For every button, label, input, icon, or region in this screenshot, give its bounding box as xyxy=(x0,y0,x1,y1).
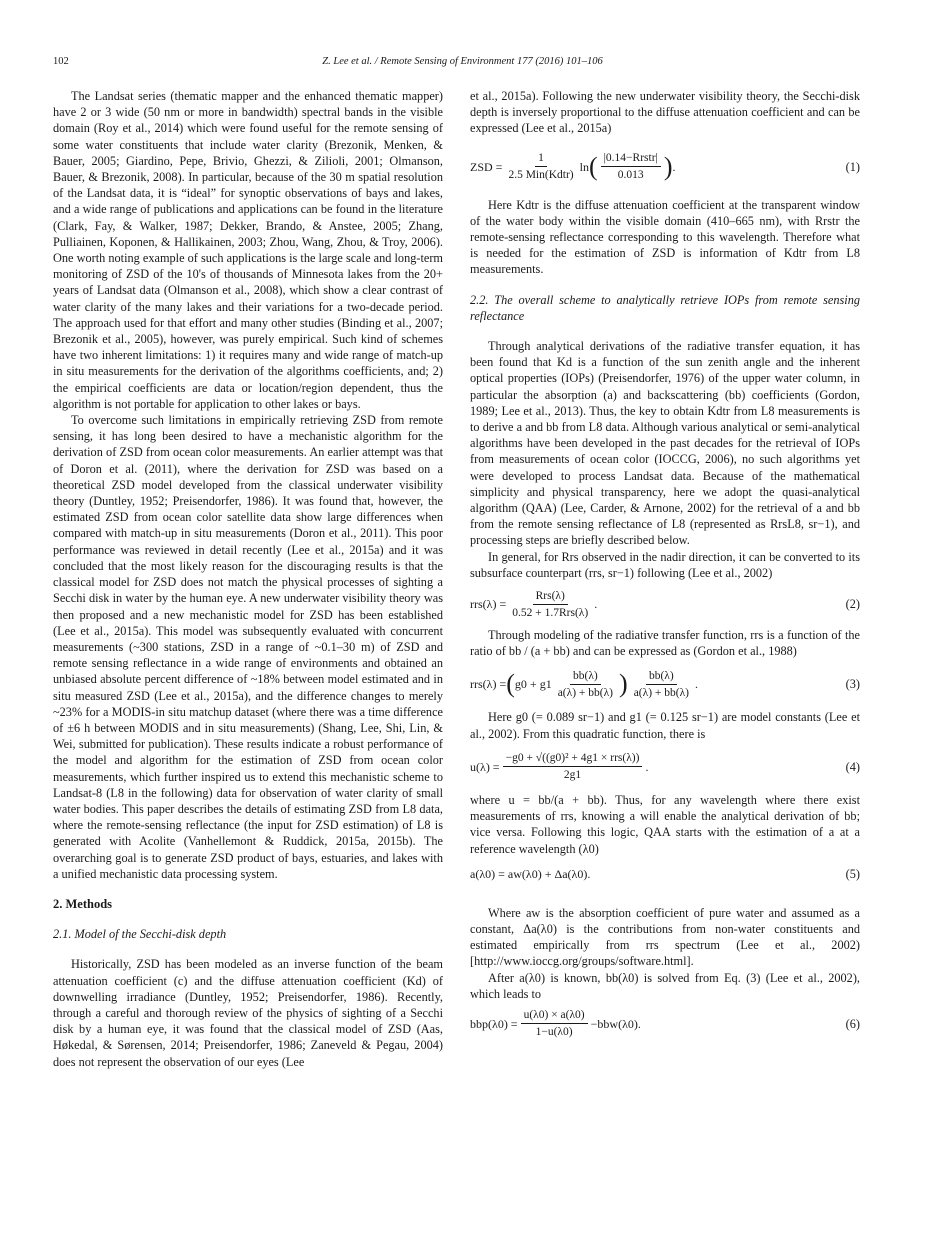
eq1-numerator: 1 xyxy=(535,151,547,167)
eq4-lhs: u(λ) = xyxy=(470,759,500,774)
eq3-lhs: rrs(λ) = xyxy=(470,677,507,692)
eq1-ln: ln xyxy=(579,159,589,174)
section-heading-methods: 2. Methods xyxy=(53,896,113,911)
right-paragraph-8: Where aw is the absorption coefficient of pure water and assumed as a constant, Δa(λ0) is the contributions from non-water constituents and estimated empirically from rrs spectrum (Lee et al., 2002) [http://www.ioccg.org/groups/software.html]. xyxy=(470,905,860,969)
equation-3: rrs(λ) = ( g0 + g1 $\frac{bb(\lambda)}{a(\lambda) + bb(\lambda)}$ ) $\frac{bb(\lambda)}{a(\lambda) + bb(\lambda)}$ . (3) xyxy=(470,669,860,699)
eq3-number: (3) xyxy=(845,677,860,692)
left-column xyxy=(53,88,443,1070)
eq6-numerator: u(λ0) × a(λ0) xyxy=(521,1008,588,1024)
eq3-numerator: bb(λ) xyxy=(570,669,601,685)
eq6-denominator: 1−u(λ0) xyxy=(535,1026,573,1039)
eq1-lhs: ZSD = xyxy=(470,159,503,174)
eq2-numerator: Rrs(λ) xyxy=(533,589,568,605)
eq2-denominator: 0.52 + 1.7Rrs(λ) xyxy=(512,606,589,619)
left-paragraph-2: To overcome such limitations in empirically retrieving ZSD from remote sensing, it has long been desired to have a mechanistic algorithm for the derivation of ZSD from ocean color measurements. An earlier attempt was that of Doron et al. (2011), where the derivation for ZSD was based on a theoretical ZSD model developed from the classical underwater visibility theory (Duntley, 1952; Preisendorfer, 1986). It was found that, however, the estimated ZSD from ocean color satellite data show large differences when compared with match-up in situ measurements (Doron et al., 2011). This poor performance was reviewed in detail recently (Lee et al., 2015a) and it was concluded that the most likely reason for the discouraging results is that the classical model for ZSD does not match the physical processes of sighting a Secchi disk in water by the human eye. A new underwater visibility theory was then proposed and a new mechanistic model for ZSD has been established (Lee et al., 2015a). This model was subsequently evaluated with concurrent measurements (~300 stations, ZSD in a range of ~0.1–30 m) of ZSD and remote sensing reflectance in a wide range of environments and obtained an unbiased absolute percent difference of ~18% between model estimated and in situ measured ZSD (Lee et al., 2015a), and the difference changes to merely ~23% for a MODIS-in situ matchup dataset (where there was a time difference of ±6 h between MODIS and in situ measurements) (Shang, Lee, Shi, Lin, & Wei, submitted for publication). These results indicate a robust performance of the model and algorithm for the estimation of ZSD from ocean color measurements, which further inspired us to extend this mechanistic scheme to Landsat-8 (L8 in the following) data for observation of water clarity of small water bodies. This paper describes the details of estimating ZSD from L8 data, where the remote-sensing reflectance (the input for ZSD estimation) of L8 is generated with Acolite (Vanhellemont & Ruddick, 2015a, 2015b). The overarching goal is to generate ZSD product of bays, estuaries, and lakes with a unified mechanistic data processing system. xyxy=(53,413,443,881)
subsection-heading-2-2: 2.2. The overall scheme to analytically retrieve IOPs from remote sensing reflectance xyxy=(470,292,860,323)
eq6-number: (6) xyxy=(845,1016,860,1031)
eq1-denominator: 2.5 Min(Kdtr) xyxy=(508,169,574,182)
eq4-numerator: −g0 + √((g0)² + 4g1 × rrs(λ)) xyxy=(503,751,643,767)
right-paragraph-1: et al., 2015a). Following the new underwater visibility theory, the Secchi-disk depth is inversely proportional to the diffuse attenuation coefficient and can be expressed (Lee et al., 2015a) xyxy=(470,89,860,136)
equation-1: ZSD = $\frac{1}{\text{2.5 Min(Kdtr)}}$ ln ( $\frac{\text{|0.14−Rrstr|}}{0.013}$ ) . (1) xyxy=(470,151,860,182)
subsection-heading-2-1: 2.1. Model of the Secchi-disk depth xyxy=(53,927,227,942)
page-number: 102 xyxy=(53,56,69,67)
eq5-text: a(λ0) = aw(λ0) + Δa(λ0). xyxy=(470,866,591,881)
equation-2: rrs(λ) = $\frac{\text{Rrs(λ)}}{\text{0.52 + 1.7Rrs(λ)}}$ . (2) xyxy=(470,589,860,619)
left-paragraph-1: The Landsat series (thematic mapper and the enhanced thematic mapper) have 2 or 3 wide (50 nm or more in bandwidth) spectral bands in the visible domain (Roy et al., 2014) which were found useful for the remote sensing of some water constituents that include water clarity (Brezonik, Menken, & Bauer, 2005; Giardino, Pepe, Brivio, Ghezzi, & Zilioli, 2001; Olmanson, Bauer, & Brezonik, 2008). In particular, because of the 30 m spatial resolution of the Landsat data, it is “ideal” for synoptic observations of bays and lakes, and a wide range of publications and applications can be found in the literature (Clark, Fay, & Walker, 1987; Dekker, Brando, & Anstee, 2005; Zhang, Pulliainen, Koponen, & Hallikainen, 2003; Zhou, Wang, Zhou, & Troy, 2006). One worth noting example of such applications is the large scale and long-term monitoring of ZSD of the 10's of thousands of Minnesota lakes from the 20+ years of Landsat data (Olmanson et al., 2008), which show a clear contrast of water clarity of the many lakes and their variations for a two-decade period. The approach used for that effort and many other studies (Binding et al., 2007; Brezonik et al., 2005), however, was purely empirical. Such kind of schemes have two inherent limitations: 1) it requires many and wide range of match-up in situ measurements for the derivation of the algorithms coefficients, and; 2) the empirical coefficients are data or location/region dependent, thus the algorithm is not portable for application to other lakes or bays. xyxy=(53,89,443,411)
eq4-number: (4) xyxy=(845,759,860,774)
eq1-inner-numerator: |0.14−Rrstr| xyxy=(601,151,661,167)
eq1-number: (1) xyxy=(845,159,860,174)
right-paragraph-2: Here Kdtr is the diffuse attenuation coefficient at the transparent window of the water body within the visible domain (410–665 nm), with Rrstr the remote-sensing reflectance corresponding to this wavelength. Therefore what is needed for the estimation of ZSD is information of Kdtr from L8 measurements. xyxy=(470,197,860,277)
eq6-tail: −bbw(λ0). xyxy=(590,1016,641,1031)
eq3-constants: g0 + g1 xyxy=(514,677,552,692)
eq3-denominator: a(λ) + bb(λ) xyxy=(557,686,614,699)
right-paragraph-5: Through modeling of the radiative transfer function, rrs is a function of the ratio of bb / (a + bb) and can be expressed as (Gordon et al., 1988) xyxy=(470,628,860,659)
right-paragraph-6: Here g0 (= 0.089 sr−1) and g1 (= 0.125 sr−1) are model constants (Lee et al., 2002). From this quadratic function, there is xyxy=(470,710,860,741)
eq6-lhs: bbp(λ0) = xyxy=(470,1016,518,1031)
equation-4: u(λ) = $\frac{\text{−g0 + √((g0)² + 4g1 × rrs(λ))}}{2g1}$ . (4) xyxy=(470,752,860,782)
eq1-inner-denominator: 0.013 xyxy=(617,169,644,182)
right-paragraph-7: where u = bb/(a + bb). Thus, for any wavelength where there exist measurements of rrs, knowing a will enable the analytical derivation of bb; vice versa. Following this logic, QAA starts with the estimation of a at a reference wavelength (λ0) xyxy=(470,792,860,856)
eq3-denominator-2: a(λ) + bb(λ) xyxy=(633,686,689,699)
right-column xyxy=(470,88,860,1046)
right-paragraph-3: Through analytical derivations of the radiative transfer equation, it has been found that Kd is a function of the sun zenith angle and the inherent optical properties (IOPs) (Preisendorfer, 1976) of the upper water column, in particular the absorption (a) and backscattering (bb) coefficients (Gordon, 1989; Lee et al., 2013). Thus, the key to obtain Kdtr from L8 measurements is to derive a and bb from L8 data. Although various analytical or semi-analytical algorithms have been developed in the past decades for the retrieval of IOPs from measurements of ocean color (IOCCG, 2006), no such algorithms yet were developed to process Landsat data. Because of the mathematical simplicity and physical transparency, here we adopt the quasi-analytical algorithm (QAA) (Lee, Carder, & Arnone, 2002) for the retrieval of a and bb from the remote sensing reflectance of L8 (represented as RrsL8, sr−1), and processing steps are briefly described below. xyxy=(470,339,860,548)
left-paragraph-3: Historically, ZSD has been modeled as an inverse function of the beam attenuation coefficient (c) and the diffuse attenuation coefficient (Kd) of downwelling irradiance (Duntley, 1952; Preisendorfer, 1986). Recently, through a careful and thorough review of the physics of sighting of a Secchi disk by a human eye, it was found that the classical model of ZSD (Aas, Høkedal, & Sørensen, 2014; Preisendorfer, 1986; Zaneveld & Pegau, 2004) does not represent the observation of our eyes (Lee xyxy=(53,957,443,1069)
eq2-lhs: rrs(λ) = xyxy=(470,596,507,611)
eq5-number: (5) xyxy=(845,866,860,881)
eq2-number: (2) xyxy=(845,596,860,611)
right-paragraph-9: After a(λ0) is known, bb(λ0) is solved from Eq. (3) (Lee et al., 2002), which leads to xyxy=(470,970,860,1001)
equation-6 xyxy=(470,1002,860,1046)
running-title: Z. Lee et al. / Remote Sensing of Environment 177 (2016) 101–106 xyxy=(322,56,603,67)
eq4-denominator: 2g1 xyxy=(563,769,582,782)
page-header xyxy=(0,56,925,72)
eq3-numerator-2: bb(λ) xyxy=(646,669,677,685)
equation-5 xyxy=(470,857,860,891)
right-paragraph-4: In general, for Rrs observed in the nadir direction, it can be converted to its subsurface counterpart (rrs, sr−1) following (Lee et al., 2002) xyxy=(470,549,860,580)
